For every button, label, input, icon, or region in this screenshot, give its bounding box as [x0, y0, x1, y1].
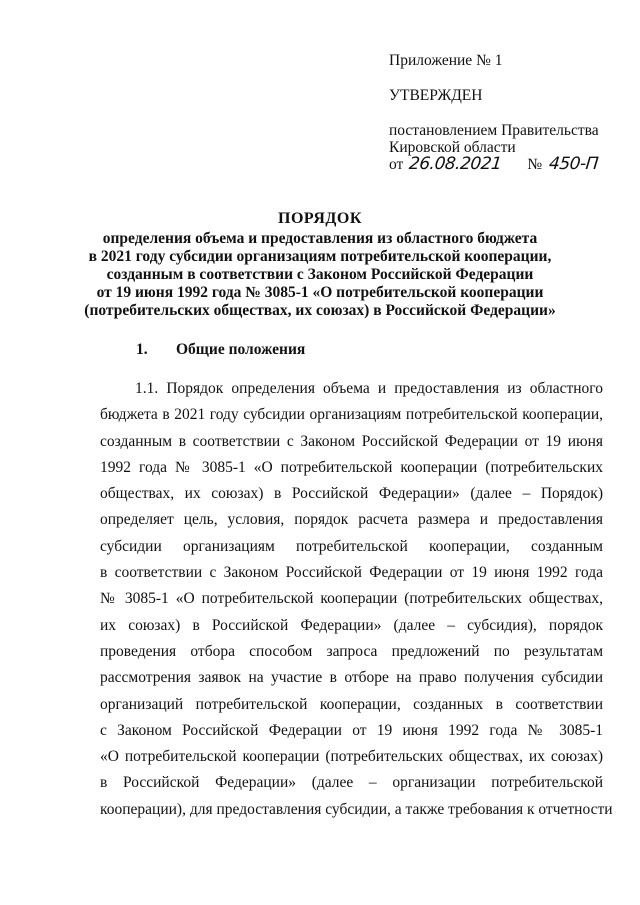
decree-line-2: Кировской области [389, 139, 516, 156]
annex-label: Приложение № 1 [389, 52, 503, 69]
paragraph-line: № 3085-1 «О потребительской кооперации (потребительских обществах, [100, 590, 603, 608]
paragraph-line: их союзах) в Российской Федерации» (далее – субсидия), порядок [100, 616, 603, 634]
title-main: ПОРЯДОК [278, 210, 362, 227]
paragraph-line: кооперации), для предоставления субсидии, а также требования к отчетности [100, 800, 613, 818]
decree-line-1: постановлением Правительства [389, 122, 599, 139]
section-heading [136, 341, 305, 359]
handwritten-date: 26.08.2021 [408, 154, 503, 174]
title-line: определения объема и предоставления из областного бюджета [102, 230, 538, 247]
paragraph-line: в соответствии с Законом Российской Федерации от 19 июня 1992 года [100, 564, 603, 582]
paragraph-line: субсидии организациям потребительской кооперации, созданным [100, 537, 603, 555]
paragraph-line: созданным в соответствии с Законом Российской Федерации от 19 июня [100, 432, 603, 450]
approval-block [389, 52, 629, 173]
paragraph-1-1 [100, 376, 613, 823]
paragraph-line: 1.1. Порядок определения объема и предоставления из областного [135, 380, 603, 397]
paragraph-line: в Российской Федерации» (далее – организации потребительской [100, 774, 603, 792]
number-sign: № [527, 156, 543, 173]
handwritten-number: 450-П [548, 154, 600, 174]
paragraph-line: с Законом Российской Федерации от 19 июня 1992 года № 3085-1 [100, 721, 603, 739]
title-line: от 19 июня 1992 года № 3085-1 «О потребительской кооперации [96, 284, 544, 301]
title-line: в 2021 году субсидии организациям потребительской кооперации, [88, 248, 552, 265]
approved-label: УТВЕРЖДЕН [389, 87, 483, 104]
decree-date-line [389, 156, 629, 173]
paragraph-line: «О потребительской кооперации (потребительских обществах, их союзах) [100, 748, 603, 766]
paragraph-line: определяет цель, условия, порядок расчета размера и предоставления [100, 511, 603, 529]
paragraph-line: рассмотрения заявок на участие в отборе на право получения субсидии [100, 669, 603, 687]
paragraph-line: организаций потребительской кооперации, созданных в соответствии [100, 695, 603, 713]
paragraph-line: 1992 года № 3085-1 «О потребительской кооперации (потребительских [100, 458, 603, 476]
title-line: (потребительских обществах, их союзах) в Российской Федерации» [84, 302, 556, 319]
paragraph-line: проведения отбора способом запроса предложений по результатам [100, 642, 603, 660]
section-title: Общие положения [176, 341, 306, 358]
paragraph-line: обществах, их союзах) в Российской Федерации» (далее – Порядок) [100, 485, 603, 503]
date-prefix: от [389, 156, 404, 173]
section-number: 1. [136, 341, 148, 358]
paragraph-line: бюджета в 2021 году субсидии организациям потребительской кооперации, [100, 406, 603, 424]
title-line: созданным в соответствии с Законом Российской Федерации [106, 266, 534, 283]
document-title [60, 210, 580, 320]
